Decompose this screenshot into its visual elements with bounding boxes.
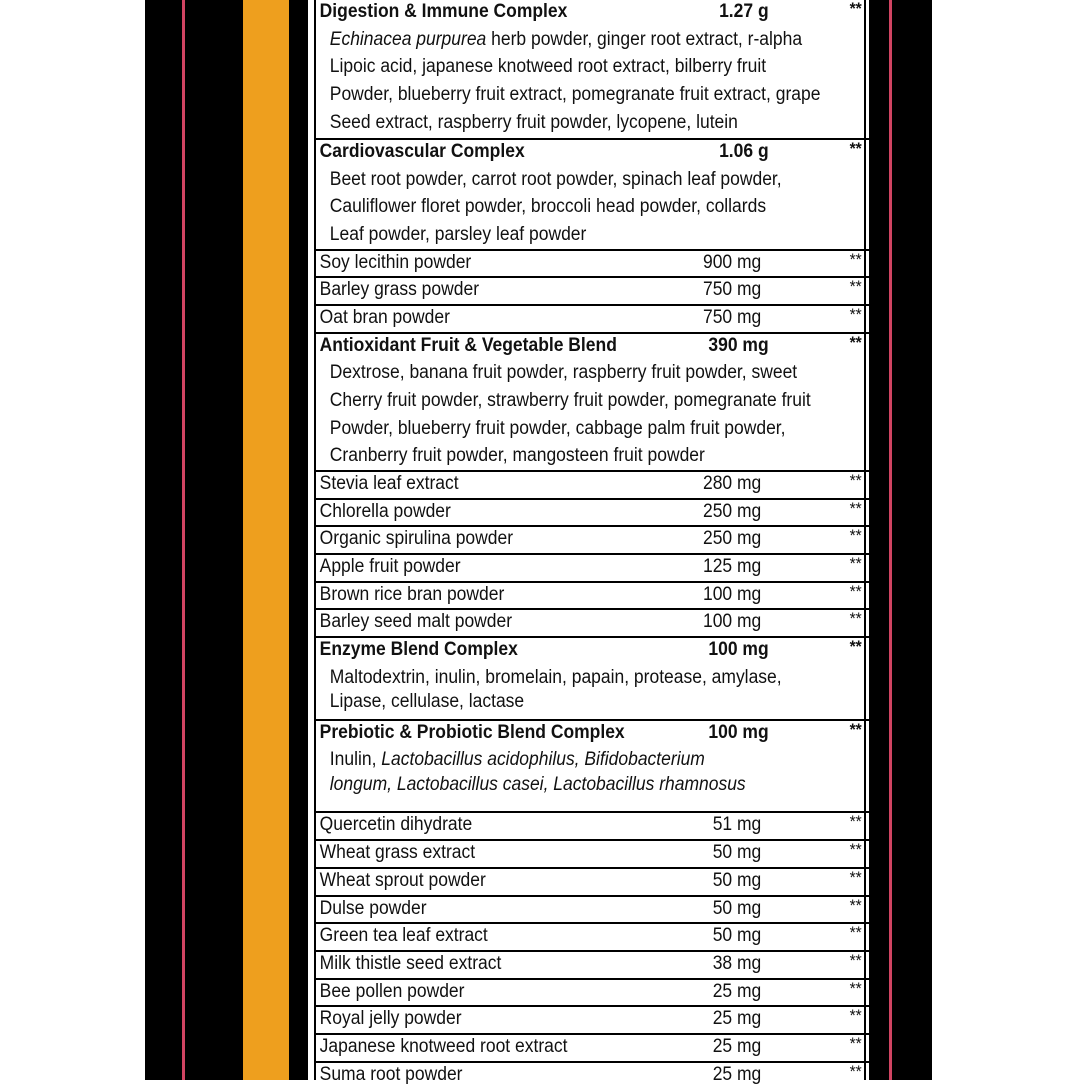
daily-value-marker: **: [849, 332, 862, 352]
blend-row: [316, 332, 871, 470]
ingredient-amount: 50 mg: [712, 869, 762, 891]
ingredient-row: [316, 895, 871, 923]
blend-ingredients-line: [330, 771, 746, 799]
daily-value-marker: **: [849, 812, 862, 832]
ingredient-text: Powder, blueberry fruit powder, cabbage palm fruit powder,: [329, 417, 786, 439]
ingredient-amount: 125 mg: [702, 555, 762, 577]
ingredient-text: Cauliflower floret powder, broccoli head powder, collards: [329, 196, 767, 218]
ingredient-text: Inulin,: [329, 749, 382, 771]
ingredient-name: Prebiotic & Probiotic Blend Complex: [319, 721, 625, 743]
ingredient-text: Beet root powder, carrot root powder, spinach leaf powder,: [329, 168, 782, 190]
daily-value-marker: **: [849, 526, 862, 546]
blend-ingredients-line: [330, 688, 524, 716]
daily-value-marker: **: [849, 895, 862, 915]
ingredient-row: [316, 498, 871, 526]
ingredient-text: Lipoic acid, japanese knotweed root extract, bilberry fruit: [329, 56, 767, 78]
daily-value-marker: **: [849, 867, 862, 887]
ingredient-name: Antioxidant Fruit & Vegetable Blend: [319, 334, 617, 356]
blend-ingredients-line: [330, 415, 786, 443]
ingredient-name: Quercetin dihydrate: [319, 814, 473, 836]
ingredient-row: [316, 1033, 871, 1061]
ingredient-amount: 1.27 g: [719, 1, 769, 22]
daily-value-marker: **: [849, 498, 862, 518]
ingredient-row: [316, 608, 871, 636]
ingredient-amount: 25 mg: [712, 980, 762, 1002]
ingredient-name: Barley seed malt powder: [319, 611, 513, 633]
ingredient-name: Apple fruit powder: [319, 555, 461, 577]
ingredient-name: Dulse powder: [319, 897, 427, 919]
scientific-name-text: Lactobacillus acidophilus, Bifidobacterium: [381, 749, 705, 771]
ingredient-name: Green tea leaf extract: [319, 925, 488, 947]
left-orange-stripe: [243, 0, 289, 1080]
ingredient-amount: 100 mg: [702, 583, 762, 605]
ingredient-name: Oat bran powder: [319, 307, 450, 328]
daily-value-marker: **: [849, 950, 862, 970]
ingredient-text: Powder, blueberry fruit extract, pomegranate fruit extract, grape: [329, 83, 821, 105]
ingredient-row: [316, 581, 871, 609]
blend-ingredients-line: [330, 26, 802, 54]
ingredient-text: Seed extract, raspberry fruit powder, lycopene, lutein: [329, 111, 738, 133]
daily-value-marker: **: [849, 1006, 862, 1026]
daily-value-marker: **: [849, 609, 862, 629]
ingredient-row: [316, 553, 871, 581]
daily-value-marker: **: [849, 923, 862, 943]
ingredient-row: [316, 839, 871, 867]
ingredient-name: Wheat sprout powder: [319, 869, 486, 891]
ingredient-amount: 1.06 g: [719, 141, 769, 163]
daily-value-marker: **: [849, 553, 862, 573]
blend-ingredients-line: [330, 746, 705, 774]
ingredient-amount: 750 mg: [702, 279, 762, 301]
ingredient-row: [316, 470, 871, 498]
ingredient-amount: 50 mg: [712, 897, 762, 919]
ingredient-amount: 25 mg: [712, 1063, 762, 1085]
ingredient-row: [316, 978, 871, 1006]
ingredient-amount: 750 mg: [702, 307, 762, 328]
ingredient-name: Brown rice bran powder: [319, 583, 505, 605]
ingredient-amount: 100 mg: [702, 611, 762, 633]
blend-ingredients-line: [330, 53, 766, 81]
ingredient-table: [314, 0, 866, 1085]
blend-row: [316, 719, 871, 812]
ingredient-name: Japanese knotweed root extract: [319, 1036, 568, 1057]
blend-ingredients-line: [330, 193, 766, 221]
ingredient-name: Digestion & Immune Complex: [319, 1, 568, 22]
ingredient-name: Chlorella powder: [319, 500, 451, 522]
ingredient-text: Cranberry fruit powder, mangosteen fruit powder: [329, 445, 705, 467]
ingredient-name: Bee pollen powder: [319, 980, 465, 1002]
ingredient-name: Stevia leaf extract: [319, 472, 459, 494]
right-black-stripe: [872, 0, 932, 1080]
ingredient-row: [316, 922, 871, 950]
blend-ingredients-line: [330, 387, 811, 415]
left-black-stripe: [145, 0, 243, 1080]
ingredient-row: [316, 276, 871, 304]
ingredient-text: Maltodextrin, inulin, bromelain, papain, protease, amylase,: [329, 666, 782, 688]
blend-ingredients-line: [330, 359, 797, 387]
blend-row: [316, 0, 871, 138]
blend-ingredients-line: [330, 442, 705, 470]
ingredient-name: Milk thistle seed extract: [319, 952, 502, 974]
daily-value-marker: **: [849, 470, 862, 490]
ingredient-amount: 25 mg: [712, 1036, 762, 1057]
ingredient-amount: 38 mg: [712, 952, 762, 974]
ingredient-text: Leaf powder, parsley leaf powder: [329, 223, 587, 245]
daily-value-marker: **: [849, 978, 862, 998]
ingredient-name: Organic spirulina powder: [319, 528, 514, 550]
left-pink-line: [182, 0, 185, 1080]
ingredient-text: Cherry fruit powder, strawberry fruit powder, pomegranate fruit: [329, 389, 811, 411]
daily-value-marker: **: [849, 719, 862, 739]
ingredient-name: Barley grass powder: [319, 279, 480, 301]
ingredient-amount: 250 mg: [702, 500, 762, 522]
scientific-name-text: longum, Lactobacillus casei, Lactobacillus rhamnosus: [329, 773, 746, 795]
ingredient-amount: 250 mg: [702, 528, 762, 550]
ingredient-row: [316, 1005, 871, 1033]
daily-value-marker: **: [849, 277, 862, 297]
ingredient-amount: 51 mg: [712, 814, 762, 836]
ingredient-name: Soy lecithin powder: [319, 251, 472, 273]
ingredient-row: [316, 525, 871, 553]
ingredient-amount: 390 mg: [708, 334, 769, 356]
ingredient-name: Royal jelly powder: [319, 1008, 462, 1030]
ingredient-text: Lipase, cellulase, lactase: [329, 691, 525, 713]
blend-ingredients-line: [330, 166, 782, 194]
daily-value-marker: **: [849, 840, 862, 860]
ingredient-amount: 900 mg: [702, 251, 762, 273]
ingredient-amount: 50 mg: [712, 925, 762, 947]
blend-ingredients-line: [330, 221, 587, 249]
blend-row: [316, 138, 871, 249]
blend-ingredients-line: [330, 109, 738, 137]
ingredient-text: herb powder, ginger root extract, r-alpha: [486, 28, 803, 50]
ingredient-name: Wheat grass extract: [319, 842, 476, 864]
ingredient-name: Cardiovascular Complex: [319, 141, 525, 163]
blend-row: [316, 636, 871, 719]
supplement-facts-panel: [305, 0, 872, 1085]
daily-value-marker: **: [849, 0, 862, 18]
ingredient-text: Dextrose, banana fruit powder, raspberry fruit powder, sweet: [329, 362, 798, 384]
daily-value-marker: **: [849, 581, 862, 601]
ingredient-row: [316, 811, 871, 839]
blend-ingredients-line: [330, 664, 782, 692]
ingredient-amount: 50 mg: [712, 842, 762, 864]
blend-ingredients-line: [330, 81, 821, 109]
ingredient-amount: 100 mg: [708, 721, 769, 743]
ingredient-row: [316, 867, 871, 895]
right-pink-line: [889, 0, 892, 1080]
ingredient-amount: 25 mg: [712, 1008, 762, 1030]
left-black-band: [289, 0, 305, 1080]
ingredient-name: Enzyme Blend Complex: [319, 639, 518, 660]
daily-value-marker: **: [849, 637, 862, 656]
ingredient-name: Suma root powder: [319, 1063, 463, 1085]
ingredient-row: [316, 249, 871, 277]
ingredient-amount: 100 mg: [708, 639, 769, 660]
daily-value-marker: **: [849, 1061, 862, 1081]
daily-value-marker: **: [849, 305, 862, 324]
scientific-name-text: Echinacea purpurea: [329, 28, 487, 50]
daily-value-marker: **: [849, 249, 862, 269]
ingredient-row: [316, 1061, 871, 1088]
daily-value-marker: **: [849, 139, 862, 159]
daily-value-marker: **: [849, 1034, 862, 1053]
ingredient-row: [316, 304, 871, 332]
ingredient-row: [316, 950, 871, 978]
ingredient-amount: 280 mg: [702, 472, 762, 494]
